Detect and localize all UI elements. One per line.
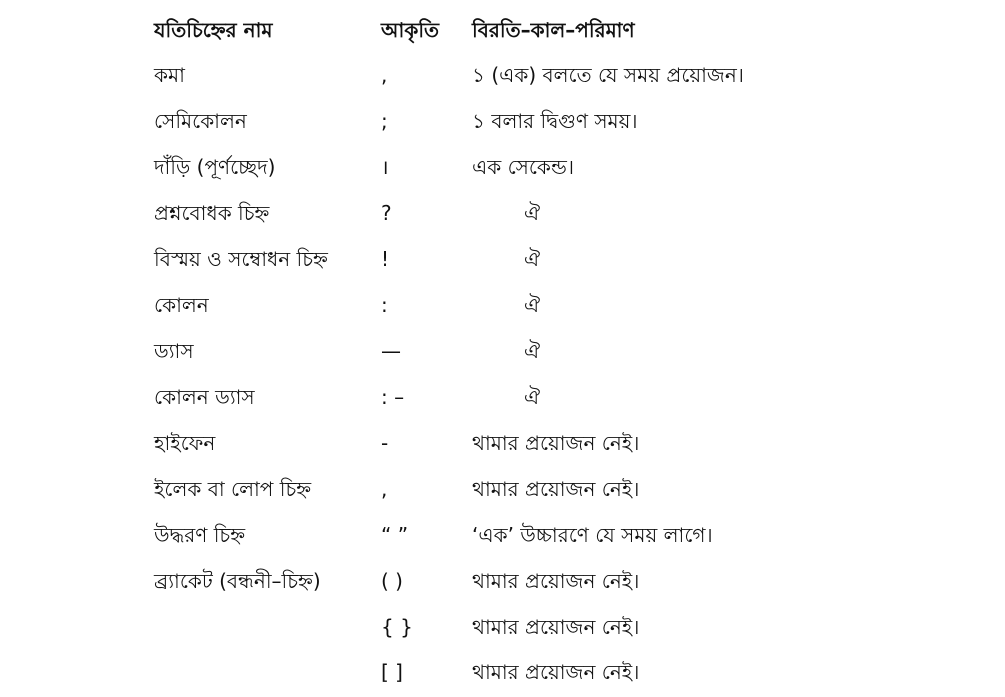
mark-shape: , — [381, 63, 388, 87]
mark-pause: থামার প্রয়োজন নেই। — [472, 615, 640, 639]
mark-pause: ‘এক’ উচ্চারণে যে সময় লাগে। — [472, 523, 713, 547]
mark-pause: এক সেকেন্ড। — [472, 155, 575, 179]
header-pause: বিরতি–কাল–পরিমাণ — [472, 18, 635, 42]
mark-pause: ঐ — [524, 247, 541, 271]
mark-name: দাঁড়ি (পূর্ণচ্ছেদ) — [154, 155, 276, 179]
mark-shape: - — [381, 431, 389, 455]
mark-shape: : – — [381, 385, 405, 409]
table-row-quotation — [0, 520, 1005, 560]
mark-pause: ঐ — [524, 385, 541, 409]
mark-name: ব্র্যাকেট (বন্ধনী–চিহ্ন) — [154, 569, 321, 593]
table-row-exclamation — [0, 244, 1005, 284]
mark-shape: ? — [381, 201, 392, 225]
mark-pause: ১ বলার দ্বিগুণ সময়। — [472, 109, 638, 133]
mark-pause: থামার প্রয়োজন নেই। — [472, 569, 640, 593]
table-row-semicolon — [0, 106, 1005, 146]
mark-pause: থামার প্রয়োজন নেই। — [472, 477, 640, 501]
mark-name: ইলেক বা লোপ চিহ্ন — [154, 477, 312, 501]
mark-shape: “ ” — [381, 523, 409, 547]
mark-name: ড্যাস — [154, 339, 194, 363]
table-row-dari — [0, 152, 1005, 192]
mark-name: বিস্ময় ও সম্বোধন চিহ্ন — [154, 247, 328, 271]
table-row-bracket-round — [0, 566, 1005, 606]
mark-name: উদ্ধরণ চিহ্ন — [154, 523, 246, 547]
mark-pause: ১ (এক) বলতে যে সময় প্রয়োজন। — [472, 63, 744, 87]
mark-pause: ঐ — [524, 201, 541, 225]
mark-shape: ! — [381, 247, 390, 271]
table-row-colon — [0, 290, 1005, 330]
mark-shape: [ ] — [381, 660, 403, 684]
mark-shape: — — [381, 339, 401, 363]
header-shape: আকৃতি — [381, 18, 440, 42]
mark-pause: থামার প্রয়োজন নেই। — [472, 660, 640, 684]
mark-shape: ( ) — [381, 569, 403, 593]
mark-name: সেমিকোলন — [154, 109, 247, 133]
mark-name: কোলন ড্যাস — [154, 385, 255, 409]
table-row-apostrophe — [0, 474, 1005, 514]
mark-pause: ঐ — [524, 339, 541, 363]
mark-name: প্রশ্নবোধক চিহ্ন — [154, 201, 270, 225]
mark-name: হাইফেন — [154, 431, 216, 455]
table-header-row — [0, 15, 1005, 55]
mark-name: কোলন — [154, 293, 209, 317]
mark-shape: , — [381, 477, 388, 501]
table-row-bracket-square — [0, 657, 1005, 697]
mark-shape: { } — [381, 615, 413, 639]
table-row-question-mark — [0, 198, 1005, 238]
header-name: যতিচিহ্নের নাম — [154, 18, 273, 42]
mark-pause: ঐ — [524, 293, 541, 317]
mark-pause: থামার প্রয়োজন নেই। — [472, 431, 640, 455]
table-row-colon-dash — [0, 382, 1005, 422]
table-row-comma — [0, 60, 1005, 100]
mark-shape: । — [381, 155, 389, 179]
table-row-bracket-curly — [0, 612, 1005, 652]
table-row-dash — [0, 336, 1005, 376]
mark-shape: : — [381, 293, 388, 317]
mark-shape: ; — [381, 109, 388, 133]
mark-name: কমা — [154, 63, 185, 87]
table-row-hyphen — [0, 428, 1005, 468]
